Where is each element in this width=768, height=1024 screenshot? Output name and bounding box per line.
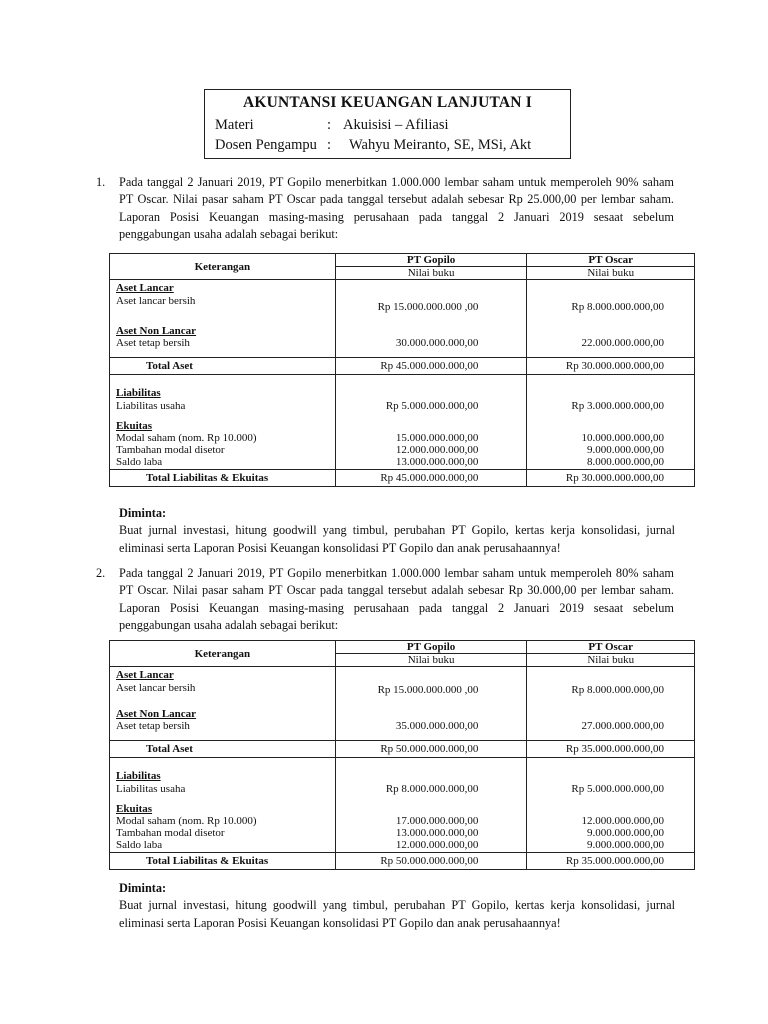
dosen-label: Dosen Pengampu xyxy=(215,137,317,153)
modal-saham-label: Modal saham (nom. Rp 10.000) xyxy=(110,815,336,827)
gopilo-nilai-buku: Nilai buku xyxy=(335,267,527,280)
dosen-value: Wahyu Meiranto, SE, MSi, Akt xyxy=(349,137,532,153)
question-1 xyxy=(96,174,674,243)
question-2-number: 2. xyxy=(96,566,106,580)
oscar-modal-saham: 10.000.000.000,00 xyxy=(527,432,695,444)
diminta-1-label: Diminta: xyxy=(119,506,167,520)
oscar-total-le: Rp 35.000.000.000,00 xyxy=(527,852,695,869)
question-2-text: Pada tanggal 2 Januari 2019, PT Gopilo menerbitkan 1.000.000 lembar saham untuk memperoleh 80% saham PT Oscar. Nilai pasar saham PT Oscar pada tanggal tersebut adalah sebesar Rp 30.000,00 per lembar saham. Laporan Posisi Keuangan masing-masing perusahaan pada tanggal 2 Januari 2019 sesaat sebelum penggabungan usaha adalah sebagai berikut: xyxy=(119,566,674,632)
oscar-tambahan-modal: 9.000.000.000,00 xyxy=(527,827,695,839)
tambahan-modal-label: Tambahan modal disetor xyxy=(110,444,336,456)
table-row xyxy=(110,852,695,869)
ekuitas-heading: Ekuitas xyxy=(110,412,336,432)
question-1-number: 1. xyxy=(96,175,106,189)
gopilo-liabilitas-value: Rp 5.000.000.000,00 xyxy=(335,400,527,412)
tambahan-modal-label: Tambahan modal disetor xyxy=(110,827,336,839)
gopilo-modal-saham: 15.000.000.000,00 xyxy=(335,432,527,444)
table-row xyxy=(110,432,695,444)
diminta-2-text: Buat jurnal investasi, hitung goodwill yang timbul, perubahan PT Gopilo, kertas kerja konsolidasi, jurnal eliminasi serta Laporan Posisi Keuangan konsolidasi PT Gopilo dan anak perusahaannya! xyxy=(119,898,675,930)
liabilitas-usaha-label: Liabilitas usaha xyxy=(110,400,336,412)
balance-sheet-table-1 xyxy=(109,253,695,487)
liabilitas-heading: Liabilitas xyxy=(110,375,336,400)
pt-oscar-header: PT Oscar xyxy=(527,641,695,654)
gopilo-tambahan-modal: 13.000.000.000,00 xyxy=(335,827,527,839)
aset-lancar-heading: Aset Lancar xyxy=(110,280,336,295)
table-row xyxy=(110,815,695,827)
table-row xyxy=(110,720,695,741)
oscar-aset-tetap-value: 22.000.000.000,00 xyxy=(527,337,695,358)
table-row xyxy=(110,827,695,839)
oscar-tambahan-modal: 9.000.000.000,00 xyxy=(527,444,695,456)
aset-lancar-heading: Aset Lancar xyxy=(110,667,336,682)
table-row xyxy=(110,412,695,432)
oscar-saldo-laba: 9.000.000.000,00 xyxy=(527,839,695,852)
table-row xyxy=(110,337,695,358)
oscar-nilai-buku: Nilai buku xyxy=(527,654,695,667)
oscar-aset-lancar-value: Rp 8.000.000.000,00 xyxy=(527,682,695,696)
diminta-1 xyxy=(119,505,675,557)
course-header-box xyxy=(204,89,571,159)
dosen-row xyxy=(215,135,560,155)
table-row xyxy=(110,758,695,783)
saldo-laba-label: Saldo laba xyxy=(110,839,336,852)
table-row xyxy=(110,313,695,337)
table-row xyxy=(110,741,695,758)
pt-gopilo-header: PT Gopilo xyxy=(335,641,527,654)
question-2 xyxy=(96,565,674,634)
dosen-colon: : xyxy=(327,137,332,153)
liabilitas-usaha-label: Liabilitas usaha xyxy=(110,783,336,795)
gopilo-saldo-laba: 13.000.000.000,00 xyxy=(335,456,527,469)
gopilo-liabilitas-value: Rp 8.000.000.000,00 xyxy=(335,783,527,795)
keterangan-header: Keterangan xyxy=(110,254,336,280)
table-row xyxy=(110,667,695,682)
total-le-label: Total Liabilitas & Ekuitas xyxy=(110,852,336,869)
liabilitas-heading: Liabilitas xyxy=(110,758,336,783)
gopilo-tambahan-modal: 12.000.000.000,00 xyxy=(335,444,527,456)
gopilo-total-aset: Rp 50.000.000.000,00 xyxy=(335,741,527,758)
gopilo-total-aset: Rp 45.000.000.000,00 xyxy=(335,358,527,375)
table-row xyxy=(110,641,695,654)
gopilo-nilai-buku: Nilai buku xyxy=(335,654,527,667)
aset-tetap-bersih-label: Aset tetap bersih xyxy=(110,720,336,741)
oscar-saldo-laba: 8.000.000.000,00 xyxy=(527,456,695,469)
table-row xyxy=(110,839,695,852)
table-row xyxy=(110,795,695,815)
gopilo-total-le: Rp 45.000.000.000,00 xyxy=(335,469,527,486)
saldo-laba-label: Saldo laba xyxy=(110,456,336,469)
ekuitas-heading: Ekuitas xyxy=(110,795,336,815)
aset-lancar-bersih-label: Aset lancar bersih xyxy=(110,682,336,696)
question-1-text: Pada tanggal 2 Januari 2019, PT Gopilo menerbitkan 1.000.000 lembar saham untuk memperoleh 90% saham PT Oscar. Nilai pasar saham PT Oscar pada tanggal tersebut adalah sebesar Rp 25.000,00 per lembar saham. Laporan Posisi Keuangan masing-masing perusahaan pada tanggal 2 Januari 2019 sesaat sebelum penggabungan usaha adalah sebagai berikut: xyxy=(119,175,674,241)
oscar-modal-saham: 12.000.000.000,00 xyxy=(527,815,695,827)
table-row xyxy=(110,358,695,375)
gopilo-aset-tetap-value: 35.000.000.000,00 xyxy=(335,720,527,741)
aset-lancar-bersih-label: Aset lancar bersih xyxy=(110,295,336,313)
oscar-liabilitas-value: Rp 3.000.000.000,00 xyxy=(527,400,695,412)
gopilo-total-le: Rp 50.000.000.000,00 xyxy=(335,852,527,869)
diminta-1-text: Buat jurnal investasi, hitung goodwill yang timbul, perubahan PT Gopilo, kertas kerja konsolidasi, jurnal eliminasi serta Laporan Posisi Keuangan konsolidasi PT Gopilo dan anak perusahaannya! xyxy=(119,523,675,555)
oscar-total-le: Rp 30.000.000.000,00 xyxy=(527,469,695,486)
diminta-2-label: Diminta: xyxy=(119,881,167,895)
gopilo-saldo-laba: 12.000.000.000,00 xyxy=(335,839,527,852)
table-row xyxy=(110,295,695,313)
table-row xyxy=(110,783,695,795)
total-aset-label: Total Aset xyxy=(110,741,336,758)
aset-non-lancar-heading: Aset Non Lancar xyxy=(110,696,336,720)
table-row xyxy=(110,696,695,720)
table-row xyxy=(110,280,695,295)
table-row xyxy=(110,469,695,486)
gopilo-aset-lancar-value: Rp 15.000.000.000 ,00 xyxy=(335,682,527,696)
gopilo-aset-lancar-value: Rp 15.000.000.000 ,00 xyxy=(335,295,527,313)
oscar-total-aset: Rp 30.000.000.000,00 xyxy=(527,358,695,375)
oscar-aset-lancar-value: Rp 8.000.000.000,00 xyxy=(527,295,695,313)
table-row xyxy=(110,254,695,267)
keterangan-header: Keterangan xyxy=(110,641,336,667)
table-row xyxy=(110,456,695,469)
gopilo-aset-tetap-value: 30.000.000.000,00 xyxy=(335,337,527,358)
aset-non-lancar-heading: Aset Non Lancar xyxy=(110,313,336,337)
oscar-total-aset: Rp 35.000.000.000,00 xyxy=(527,741,695,758)
materi-label: Materi xyxy=(215,117,254,133)
pt-oscar-header: PT Oscar xyxy=(527,254,695,267)
course-title: AKUNTANSI KEUANGAN LANJUTAN I xyxy=(243,94,532,111)
balance-sheet-table-2 xyxy=(109,640,695,870)
table-row xyxy=(110,400,695,412)
diminta-2 xyxy=(119,880,675,932)
table-row xyxy=(110,682,695,696)
table-row xyxy=(110,375,695,400)
table-row xyxy=(110,444,695,456)
aset-tetap-bersih-label: Aset tetap bersih xyxy=(110,337,336,358)
total-le-label: Total Liabilitas & Ekuitas xyxy=(110,469,336,486)
oscar-liabilitas-value: Rp 5.000.000.000,00 xyxy=(527,783,695,795)
materi-row xyxy=(215,115,560,135)
modal-saham-label: Modal saham (nom. Rp 10.000) xyxy=(110,432,336,444)
gopilo-modal-saham: 17.000.000.000,00 xyxy=(335,815,527,827)
materi-value: Akuisisi – Afiliasi xyxy=(343,117,449,133)
total-aset-label: Total Aset xyxy=(110,358,336,375)
pt-gopilo-header: PT Gopilo xyxy=(335,254,527,267)
materi-colon: : xyxy=(327,117,332,133)
oscar-nilai-buku: Nilai buku xyxy=(527,267,695,280)
oscar-aset-tetap-value: 27.000.000.000,00 xyxy=(527,720,695,741)
